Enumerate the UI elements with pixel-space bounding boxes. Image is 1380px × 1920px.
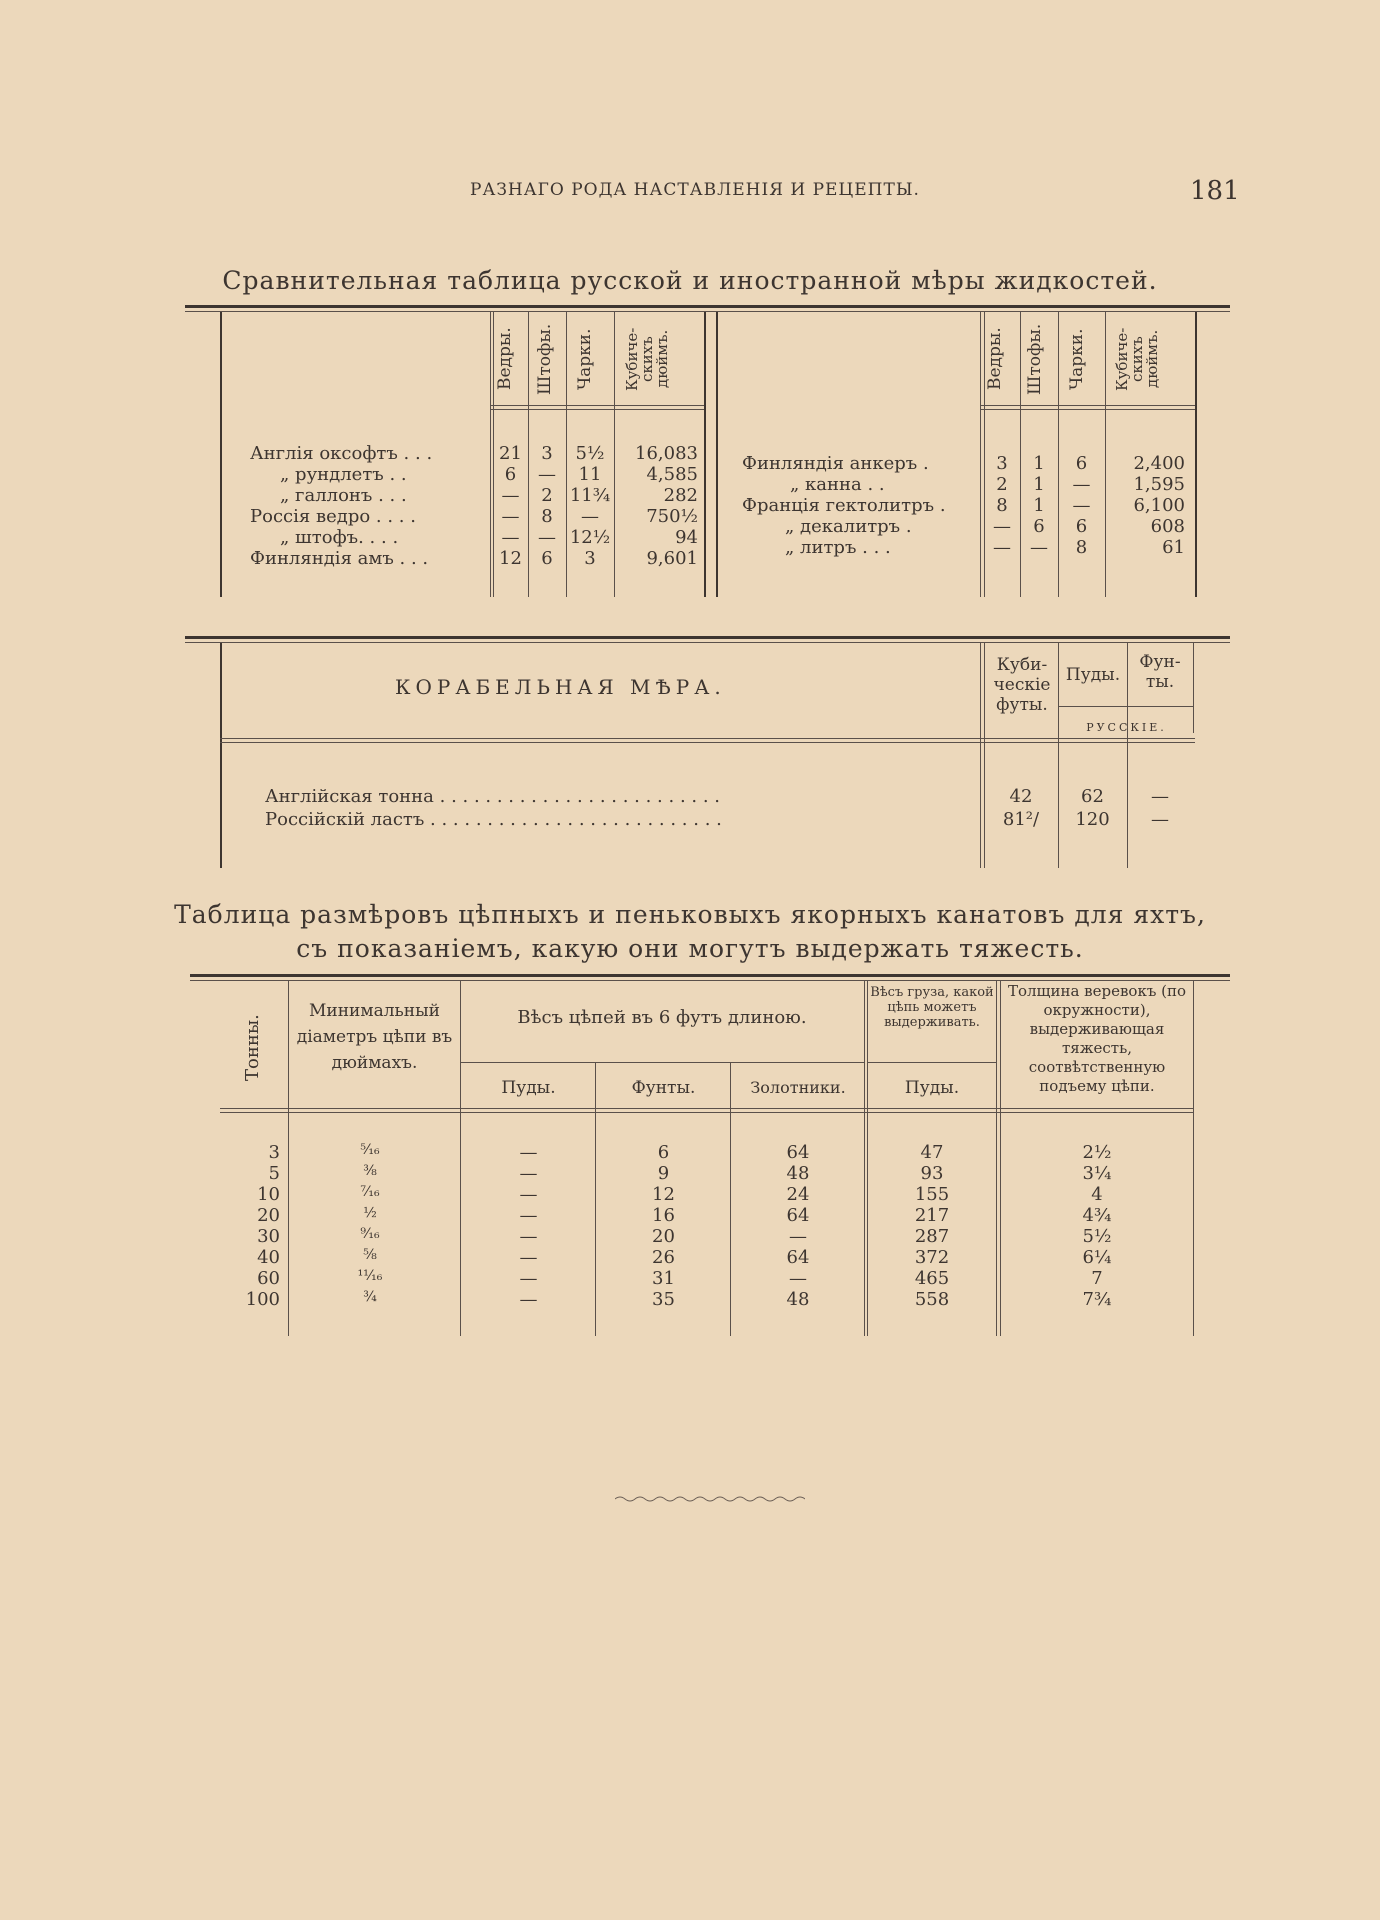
chains-cell-funt: 35: [652, 1289, 675, 1310]
liquid-left-row-name: „ рундлетъ . .: [280, 464, 407, 485]
chains-header-zolot: Золотники.: [750, 1078, 846, 1097]
chains-title-line2: съ показаніемъ, какую они могутъ выдержать тяжесть.: [296, 934, 1084, 963]
liquid-left-row-name: „ галлонъ . . .: [280, 485, 407, 506]
chains-cell-pud: —: [519, 1226, 538, 1247]
liquid-left-cell: 3: [541, 443, 553, 464]
chains-cell-load: 47: [920, 1142, 944, 1163]
liquid-right-cell: 3: [996, 453, 1008, 474]
liquid-left-cell: 750½: [646, 506, 698, 527]
chains-cell-diameter: ¹¹⁄₁₆: [357, 1268, 383, 1284]
liquid-left-cell: 8: [541, 506, 553, 527]
liquid-right-cell: —: [1030, 537, 1048, 558]
liquid-table-title: Сравнительная таблица русской и иностранной мѣры жидкостей.: [222, 266, 1158, 295]
chains-cell-pud: —: [519, 1205, 538, 1226]
ship-row-name: Россійскій ластъ . . . . . . . . . . . . . . . . . . . . . . . . . .: [265, 809, 722, 830]
chains-cell-zolot: 64: [786, 1142, 810, 1163]
chains-title-line1: Таблица размѣровъ цѣпныхъ и пеньковыхъ якорныхъ канатовъ для яхтъ,: [174, 900, 1206, 929]
liquid-right-cell: 2,400: [1133, 453, 1185, 474]
chains-cell-pud: —: [519, 1163, 538, 1184]
liquid-left-cell: —: [538, 527, 556, 548]
liquid-left-cell: —: [501, 527, 520, 548]
chains-cell-zolot: 48: [786, 1163, 810, 1184]
liquid-left-cell: 9,601: [646, 548, 698, 569]
page-number: 181: [1190, 176, 1240, 206]
chains-cell-load: 558: [914, 1289, 950, 1310]
liquid-left-cell: 11: [578, 464, 602, 485]
chains-cell-tons: 3: [268, 1142, 280, 1163]
chains-cell-load: 93: [920, 1163, 944, 1184]
liquid-right-cell: 6: [1075, 516, 1088, 537]
decorative-rule: [615, 1495, 805, 1503]
liquid-left-row-name: „ штофъ. . . .: [280, 527, 399, 548]
chains-header-weight: Вѣсъ цѣпей въ 6 футъ длиною.: [517, 1007, 807, 1028]
liquid-right-cell: —: [1072, 474, 1091, 495]
chains-cell-funt: 26: [652, 1247, 675, 1268]
liquid-right-cell: 608: [1150, 516, 1185, 537]
liquid-left-cell: 4,585: [646, 464, 698, 485]
liquid-left-cell: 21: [499, 443, 522, 464]
ship-cell: 42: [1009, 786, 1033, 807]
liquid-left-header-vedra: Ведры.: [495, 327, 515, 391]
liquid-left-cell: 6: [541, 548, 553, 569]
chains-cell-funt: 9: [657, 1163, 670, 1184]
chains-cell-diameter: ⁵⁄₁₆: [360, 1142, 380, 1158]
liquid-right-header-vedra: Ведры.: [985, 327, 1005, 391]
chains-cell-load: 372: [914, 1247, 950, 1268]
liquid-left-header-cubic: Кубиче- скихъ дюймъ.: [623, 327, 671, 391]
chains-cell-diameter: ⁷⁄₁₆: [360, 1184, 380, 1200]
liquid-left-cell: 16,083: [635, 443, 698, 464]
chains-header-tons: Тонны.: [242, 1014, 263, 1081]
chains-header-diameter: Минимальный діаметръ цѣпи въ дюймахъ.: [296, 1001, 453, 1073]
liquid-right-cell: 1,595: [1133, 474, 1185, 495]
liquid-left-cell: 2: [541, 485, 553, 506]
chains-cell-tons: 100: [245, 1289, 280, 1310]
chains-cell-funt: 12: [652, 1184, 675, 1205]
chains-cell-rope: 2½: [1082, 1142, 1112, 1163]
chains-cell-funt: 31: [652, 1268, 675, 1289]
chains-cell-rope: 6¼: [1082, 1247, 1112, 1268]
chains-header-load: Вѣсъ груза, какой цѣпь можетъ выдерживать.: [870, 985, 994, 1030]
running-head: РАЗНАГО РОДА НАСТАВЛЕНІЯ И РЕЦЕПТЫ.: [470, 180, 920, 200]
ship-cell: 62: [1081, 786, 1104, 807]
chains-cell-load: 217: [914, 1205, 950, 1226]
chains-cell-tons: 10: [257, 1184, 280, 1205]
liquid-left-cell: 6: [504, 464, 517, 485]
ship-header-cubic: Куби- ческіе футы.: [993, 655, 1051, 715]
liquid-right-cell: 61: [1162, 537, 1185, 558]
chains-cell-pud: —: [519, 1142, 538, 1163]
chains-cell-diameter: ¾: [363, 1289, 377, 1305]
liquid-right-row-name: „ декалитръ .: [785, 516, 912, 537]
chains-cell-funt: 16: [652, 1205, 675, 1226]
chains-cell-rope: 4¾: [1082, 1205, 1112, 1226]
ship-row-name: Англійская тонна . . . . . . . . . . . . . . . . . . . . . . . . .: [265, 786, 720, 807]
liquid-right-row-name: „ литръ . . .: [785, 537, 891, 558]
chains-cell-rope: 3¼: [1082, 1163, 1112, 1184]
ship-header-pud: Пуды.: [1065, 665, 1121, 685]
chains-cell-diameter: ½: [363, 1205, 377, 1221]
chains-cell-zolot: —: [789, 1226, 807, 1247]
chains-cell-zolot: 64: [786, 1247, 810, 1268]
chains-cell-pud: —: [519, 1184, 538, 1205]
chains-cell-diameter: ⅜: [363, 1163, 377, 1179]
chains-cell-diameter: ⁹⁄₁₆: [360, 1226, 380, 1242]
liquid-right-cell: 1: [1033, 453, 1045, 474]
chains-cell-zolot: 64: [786, 1205, 810, 1226]
chains-cell-tons: 30: [257, 1226, 280, 1247]
chains-cell-load: 155: [914, 1184, 950, 1205]
ship-cell: —: [1151, 809, 1169, 830]
liquid-left-cell: —: [538, 464, 556, 485]
liquid-left-header-shtofy: Штофы.: [535, 323, 555, 395]
liquid-left-cell: 12½: [569, 527, 611, 548]
liquid-left-cell: —: [581, 506, 599, 527]
liquid-right-cell: 6,100: [1133, 495, 1185, 516]
ship-table-title: КОРАБЕЛЬНАЯ МѢРА.: [395, 675, 726, 699]
chains-header-rope: Толщина веревокъ (по окружности), выдерживающая тяжесть, соотвѣтственную подъему цѣпи.: [1007, 982, 1187, 1095]
liquid-right-header-cubic: Кубиче- скихъ дюймъ.: [1113, 327, 1161, 391]
liquid-right-cell: —: [1072, 495, 1091, 516]
chains-cell-funt: 6: [657, 1142, 670, 1163]
liquid-right-header-shtofy: Штофы.: [1025, 323, 1045, 395]
ship-cell: 120: [1075, 809, 1110, 830]
chains-cell-load: 465: [914, 1268, 950, 1289]
chains-cell-zolot: —: [789, 1268, 807, 1289]
chains-cell-pud: —: [519, 1289, 538, 1310]
chains-cell-rope: 4: [1091, 1184, 1103, 1205]
chains-cell-rope: 7¾: [1082, 1289, 1112, 1310]
liquid-left-cell: 3: [584, 548, 596, 569]
chains-cell-rope: 7: [1091, 1268, 1103, 1289]
liquid-left-cell: 5½: [575, 443, 605, 464]
liquid-left-cell: —: [501, 506, 520, 527]
liquid-left-cell: 282: [663, 485, 698, 506]
liquid-right-row-name: „ канна . .: [790, 474, 885, 495]
liquid-left-cell: 11¾: [569, 485, 611, 506]
liquid-right-cell: 6: [1033, 516, 1045, 537]
liquid-right-cell: 8: [996, 495, 1008, 516]
chains-cell-tons: 60: [257, 1268, 280, 1289]
liquid-left-row-name: Финляндія амъ . . .: [250, 548, 429, 569]
chains-cell-pud: —: [519, 1268, 538, 1289]
liquid-right-cell: —: [993, 537, 1011, 558]
liquid-left-row-name: Россія ведро . . . .: [250, 506, 416, 527]
chains-cell-pud: —: [519, 1247, 538, 1268]
liquid-right-cell: 6: [1075, 453, 1088, 474]
liquid-right-cell: 1: [1033, 474, 1045, 495]
liquid-left-cell: 94: [675, 527, 698, 548]
liquid-right-row-name: Финляндія анкеръ .: [742, 453, 929, 474]
chains-cell-diameter: ⅝: [363, 1247, 377, 1263]
chains-cell-tons: 20: [257, 1205, 280, 1226]
ship-cell: 81²/: [1002, 809, 1040, 830]
chains-cell-funt: 20: [652, 1226, 675, 1247]
liquid-right-cell: —: [993, 516, 1011, 537]
ship-header-funt: Фун- ты.: [1139, 652, 1181, 692]
liquid-right-cell: 8: [1075, 537, 1088, 558]
liquid-right-cell: 1: [1033, 495, 1045, 516]
chains-cell-load: 287: [914, 1226, 950, 1247]
ship-header-russian: РУССКІЕ.: [1086, 721, 1167, 734]
liquid-left-cell: 12: [499, 548, 522, 569]
chains-header-funt: Фунты.: [631, 1078, 696, 1098]
chains-header-load-pud: Пуды.: [904, 1078, 960, 1098]
liquid-right-row-name: Франція гектолитръ .: [742, 495, 946, 516]
chains-cell-rope: 5½: [1082, 1226, 1112, 1247]
liquid-left-cell: —: [501, 485, 520, 506]
chains-cell-tons: 40: [257, 1247, 280, 1268]
liquid-right-cell: 2: [996, 474, 1008, 495]
liquid-left-header-charki: Чарки.: [575, 328, 595, 390]
liquid-right-header-charki: Чарки.: [1067, 328, 1087, 390]
liquid-left-row-name: Англія оксофтъ . . .: [250, 443, 433, 464]
chains-cell-zolot: 48: [786, 1289, 810, 1310]
chains-cell-zolot: 24: [786, 1184, 810, 1205]
ship-cell: —: [1151, 786, 1169, 807]
chains-cell-tons: 5: [268, 1163, 280, 1184]
chains-header-pud: Пуды.: [501, 1078, 556, 1098]
